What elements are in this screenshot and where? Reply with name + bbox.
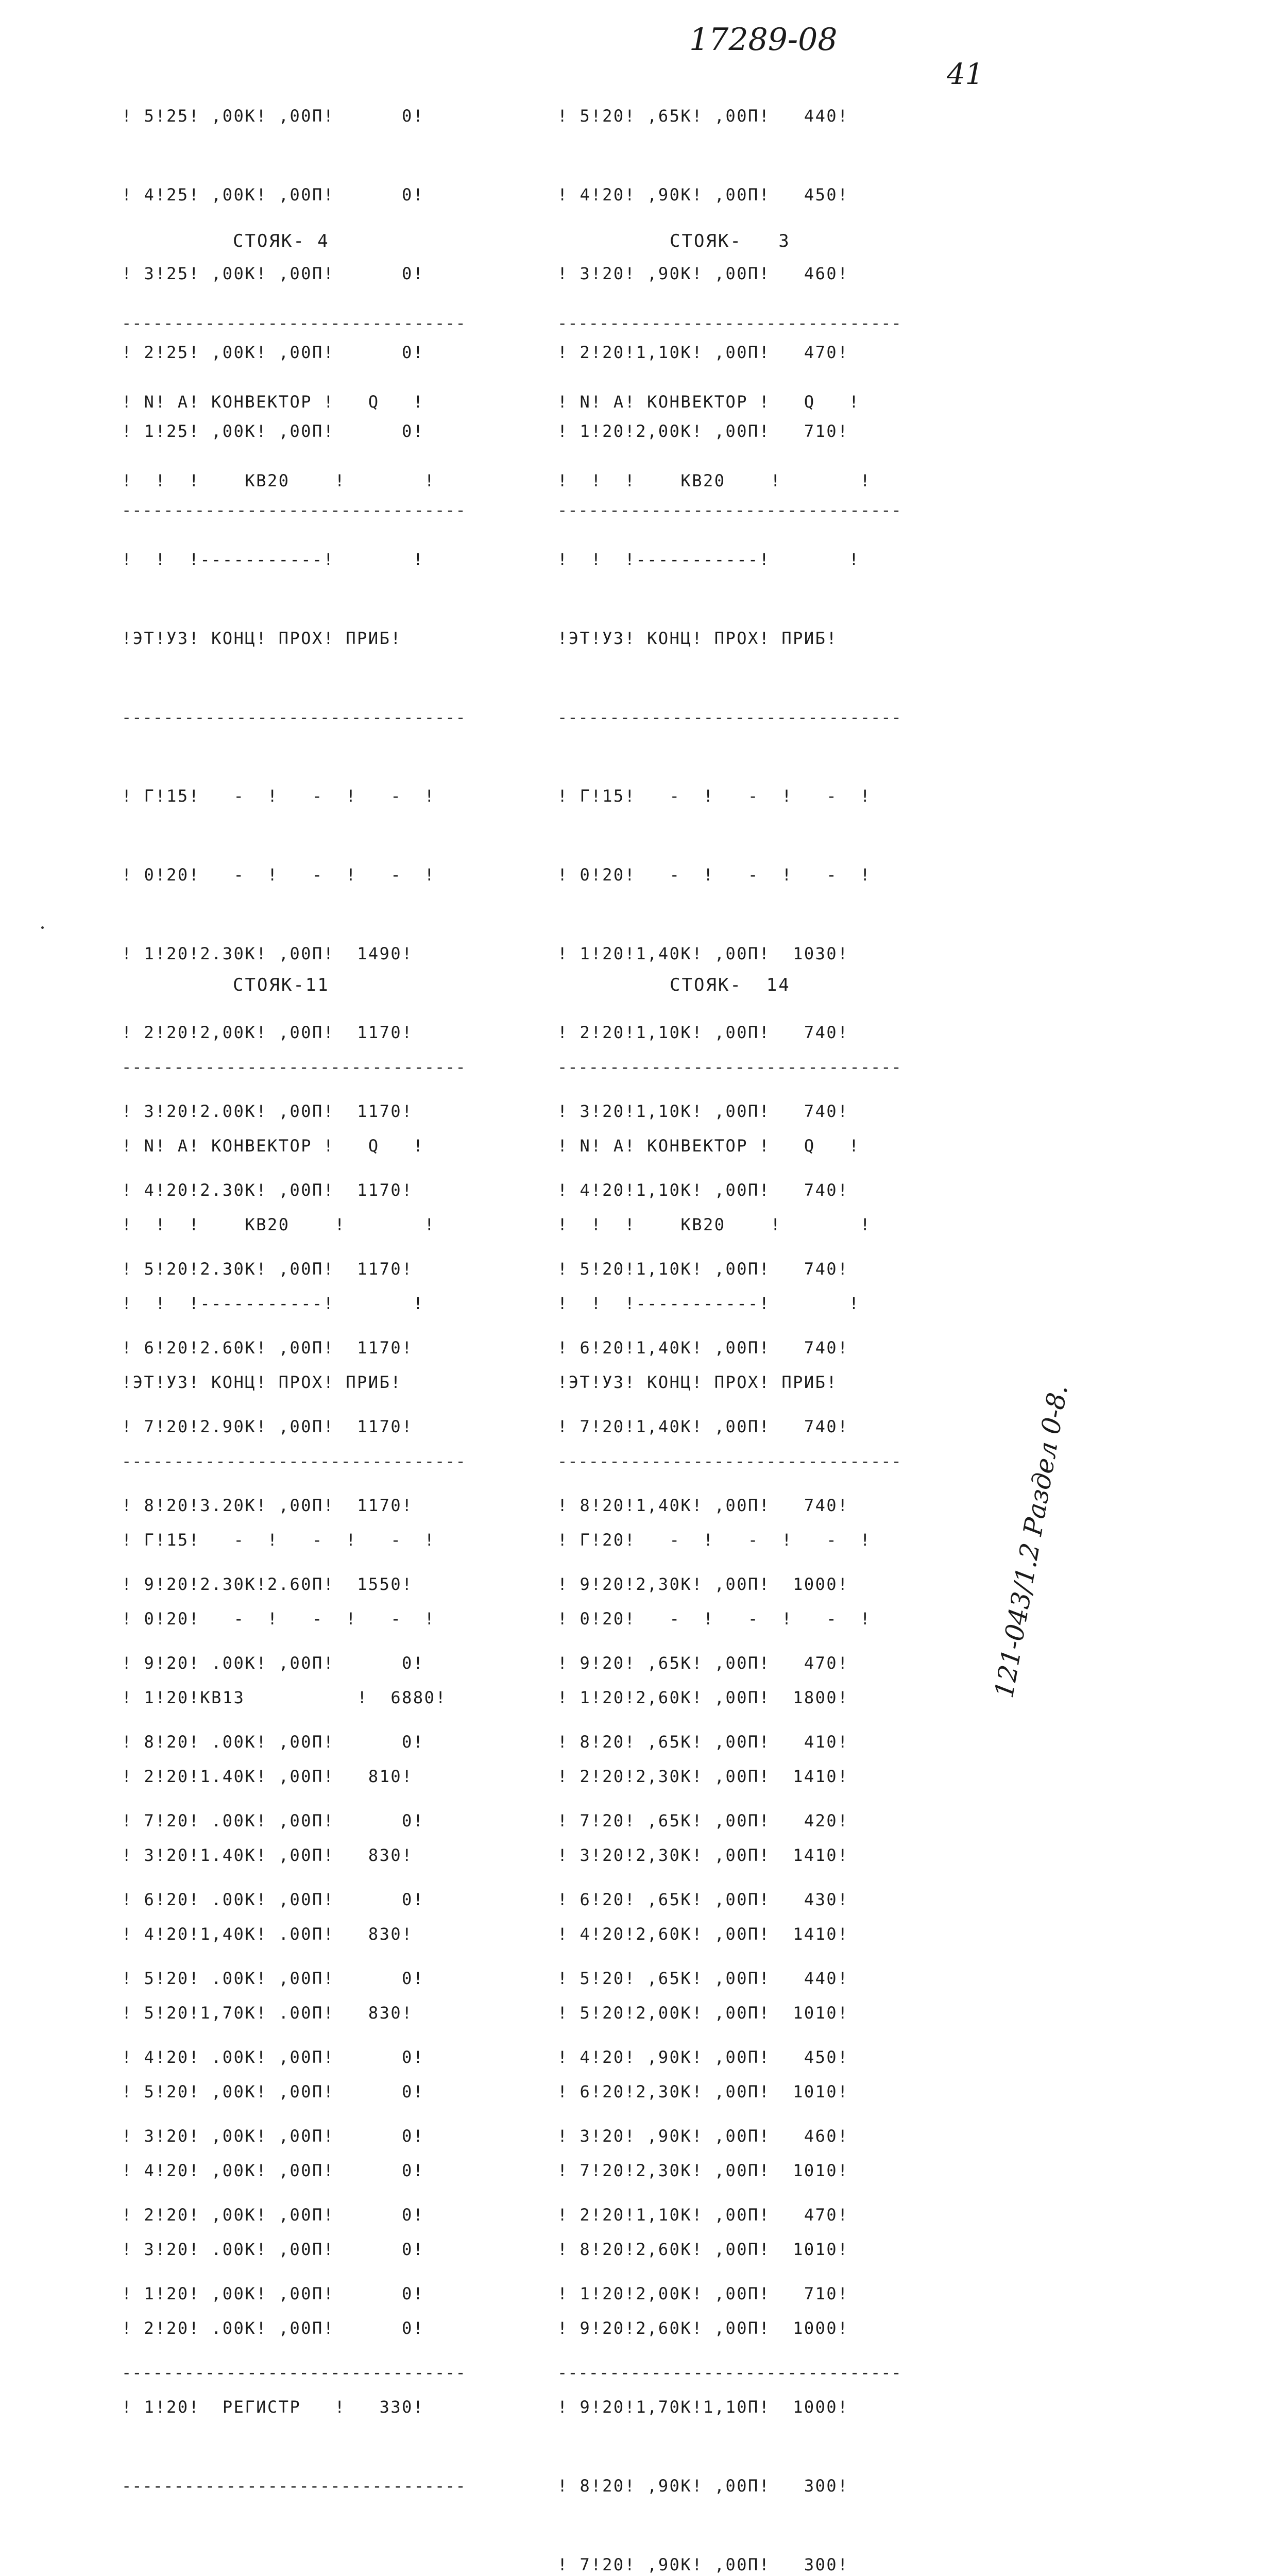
document-number: 17289-08 — [689, 22, 838, 58]
table-row: ! 1!20!2,00К! ,00П! 710! — [557, 421, 849, 441]
header-line: ! ! !-----------! ! — [557, 550, 860, 569]
table-row: ! 2!20!2,00К! ,00П! 1170! — [122, 1023, 413, 1042]
table-row: ! 0!20! - ! - ! - ! — [557, 865, 872, 885]
table-row: ! 0!20! - ! - ! - ! — [122, 1609, 436, 1629]
header-rule: --------------------------------- — [122, 707, 466, 727]
table-row: ! 7!20!2,30К! ,00П! 1010! — [557, 2161, 849, 2180]
header-line: ! ! !-----------! ! — [122, 550, 424, 569]
header-rule: --------------------------------- — [122, 313, 466, 333]
table-title-stoyak-4: СТОЯК- 4 — [233, 231, 330, 251]
table-row: ! 1!20! ,00К! ,00П! 0! — [122, 2284, 424, 2303]
table-row: ! 5!20!2.30К! ,00П! 1170! — [122, 1259, 413, 1279]
table-row: ! 6!20! .00К! ,00П! 0! — [122, 1890, 424, 1909]
header-rule: --------------------------------- — [557, 1451, 902, 1471]
table-row: ! 8!20! .00К! ,00П! 0! — [122, 1732, 424, 1752]
table-row: ! 3!20!1,10К! ,00П! 740! — [557, 1101, 849, 1121]
table-row: ! 7!20! .00К! ,00П! 0! — [122, 1811, 424, 1831]
header-line: ! N! А! КОНВЕКТОР ! Q ! — [122, 392, 424, 412]
table-row: ! 1!20! РЕГИСТР ! 330! — [122, 2397, 424, 2417]
bottom-rule: --------------------------------- — [122, 2476, 466, 2496]
side-note: 121-043/1.2 Раздел 0-8. — [989, 1382, 1074, 1701]
table-row: ! 8!20!3.20К! ,00П! 1170! — [122, 1496, 413, 1515]
table-row: ! 4!20!1,10К! ,00П! 740! — [557, 1180, 849, 1200]
table-row: ! 5!20!2,00К! ,00П! 1010! — [557, 2003, 849, 2023]
table-row: ! 4!20! ,90К! ,00П! 450! — [557, 185, 849, 205]
bottom-rule: --------------------------------- — [557, 2363, 902, 2382]
table-row: ! 2!20! ,00К! ,00П! 0! — [122, 2205, 424, 2225]
header-line: !ЭТ!УЗ! КОНЦ! ПРОХ! ПРИБ! — [122, 629, 402, 648]
table-stoyak-14 — [557, 1002, 902, 2576]
table-row: ! 1!20!КВ13 ! 6880! — [122, 1688, 447, 1707]
header-rule: --------------------------------- — [557, 707, 902, 727]
table-row: ! 1!20!2,60К! ,00П! 1800! — [557, 1688, 849, 1707]
bottom-rule: --------------------------------- — [557, 500, 902, 520]
table-row: ! 1!20!1,40К! ,00П! 1030! — [557, 944, 849, 963]
table-row: ! 8!20! ,65К! ,00П! 410! — [557, 1732, 849, 1752]
table-row: ! 5!20! ,00К! ,00П! 0! — [122, 2082, 424, 2102]
table-row: ! 5!20! ,65К! ,00П! 440! — [557, 1969, 849, 1988]
sheet-number: 41 — [947, 58, 984, 91]
table-row: ! 6!20! ,65К! ,00П! 430! — [557, 1890, 849, 1909]
table-row: ! 4!20!2,60К! ,00П! 1410! — [557, 1924, 849, 1944]
table-row: ! Г!15! - ! - ! - ! — [122, 1530, 436, 1550]
table-row: ! 7!20! ,90К! ,00П! 300! — [557, 2555, 849, 2574]
table-row: ! 0!20! - ! - ! - ! — [557, 1609, 872, 1629]
table-row: ! 3!20! ,00К! ,00П! 0! — [122, 2126, 424, 2146]
table-row: ! 4!25! ,00К! ,00П! 0! — [122, 185, 424, 205]
header-line: !ЭТ!УЗ! КОНЦ! ПРОХ! ПРИБ! — [122, 1372, 402, 1392]
header-line: ! ! !-----------! ! — [122, 1294, 424, 1313]
bottom-rule: --------------------------------- — [122, 2363, 466, 2382]
table-row: ! 5!20!1,70К! .00П! 830! — [122, 2003, 413, 2023]
table-row: ! 3!20!2.00К! ,00П! 1170! — [122, 1101, 413, 1121]
table-row: ! 0!20! - ! - ! - ! — [122, 865, 436, 885]
header-line: ! ! ! КВ20 ! ! — [557, 1215, 872, 1234]
table-row: ! 6!20!1,40К! ,00П! 740! — [557, 1338, 849, 1358]
table-row: ! 4!20! .00К! ,00П! 0! — [122, 2047, 424, 2067]
header-line: !ЭТ!УЗ! КОНЦ! ПРОХ! ПРИБ! — [557, 1372, 838, 1392]
table-row: ! 2!20!1,10К! ,00П! 470! — [557, 2205, 849, 2225]
header-line: !ЭТ!УЗ! КОНЦ! ПРОХ! ПРИБ! — [557, 629, 838, 648]
table-row: ! 1!25! ,00К! ,00П! 0! — [122, 421, 424, 441]
table-row: ! Г!15! - ! - ! - ! — [122, 786, 436, 806]
header-rule: --------------------------------- — [122, 1451, 466, 1471]
table-row: ! 9!20!2,30К! ,00П! 1000! — [557, 1574, 849, 1594]
header-line: ! ! ! КВ20 ! ! — [122, 1215, 436, 1234]
table-row: ! 3!20!2,30К! ,00П! 1410! — [557, 1845, 849, 1865]
table-row: ! 5!25! ,00К! ,00П! 0! — [122, 106, 424, 126]
table-row: ! 4!20!2.30К! ,00П! 1170! — [122, 1180, 413, 1200]
table-row: ! 5!20! ,65К! ,00П! 440! — [557, 106, 849, 126]
table-row: ! 3!20! .00К! ,00П! 0! — [122, 2240, 424, 2259]
bottom-rule: --------------------------------- — [122, 500, 466, 520]
table-row: ! 3!20! ,90К! ,00П! 460! — [557, 264, 849, 283]
table-row: ! 7!20! ,65К! ,00П! 420! — [557, 1811, 849, 1831]
table-row: ! Г!15! - ! - ! - ! — [557, 786, 872, 806]
header-line: ! ! !-----------! ! — [557, 1294, 860, 1313]
table-row: ! 9!20! .00К! ,00П! 0! — [122, 1653, 424, 1673]
table-row: ! 9!20!1,70К!1,10П! 1000! — [557, 2397, 849, 2417]
table-title-stoyak-3: СТОЯК- 3 — [670, 231, 791, 251]
table-row: ! 1!20!2.30К! ,00П! 1490! — [122, 944, 413, 963]
table-row: ! 2!20!1,10К! ,00П! 470! — [557, 343, 849, 362]
table-row: ! 3!25! ,00К! ,00П! 0! — [122, 264, 424, 283]
table-row: ! 2!20!1.40К! ,00П! 810! — [122, 1767, 413, 1786]
table-row: ! 2!20! .00К! ,00П! 0! — [122, 2318, 424, 2338]
table-row: ! 7!20!1,40К! ,00П! 740! — [557, 1417, 849, 1436]
table-row: ! 9!20! ,65К! ,00П! 470! — [557, 1653, 849, 1673]
table-row: ! 4!20! ,90К! ,00П! 450! — [557, 2047, 849, 2067]
table-row: ! 3!20! ,90К! ,00П! 460! — [557, 2126, 849, 2146]
table-row: ! 2!25! ,00К! ,00П! 0! — [122, 343, 424, 362]
header-rule: --------------------------------- — [557, 313, 902, 333]
table-row: ! 2!20!1,10К! ,00П! 740! — [557, 1023, 849, 1042]
table-stoyak-11 — [122, 1002, 466, 2526]
header-line: ! N! А! КОНВЕКТОР ! Q ! — [557, 1136, 860, 1156]
header-line: ! N! А! КОНВЕКТОР ! Q ! — [122, 1136, 424, 1156]
table-title-stoyak-11: СТОЯК-11 — [233, 975, 330, 995]
header-rule: --------------------------------- — [557, 1057, 902, 1077]
table-row: ! 5!20!1,10К! ,00П! 740! — [557, 1259, 849, 1279]
table-row: ! 2!20!2,30К! ,00П! 1410! — [557, 1767, 849, 1786]
table-row: ! 4!20! ,00К! ,00П! 0! — [122, 2161, 424, 2180]
table-row: ! 8!20! ,90К! ,00П! 300! — [557, 2476, 849, 2496]
table-title-stoyak-14: СТОЯК- 14 — [670, 975, 791, 995]
table-row: ! 1!20!2,00К! ,00П! 710! — [557, 2284, 849, 2303]
table-row: ! 6!20!2,30К! ,00П! 1010! — [557, 2082, 849, 2102]
table-row: ! 8!20!1,40К! ,00П! 740! — [557, 1496, 849, 1515]
table-row: ! 9!20!2.30К!2.60П! 1550! — [122, 1574, 413, 1594]
header-line: ! ! ! КВ20 ! ! — [557, 471, 872, 490]
table-row: ! 7!20!2.90К! ,00П! 1170! — [122, 1417, 413, 1436]
table-row: ! 3!20!1.40К! ,00П! 830! — [122, 1845, 413, 1865]
stray-mark — [41, 926, 44, 929]
table-row: ! Г!20! - ! - ! - ! — [557, 1530, 872, 1550]
table-row: ! 6!20!2.60К! ,00П! 1170! — [122, 1338, 413, 1358]
table-row: ! 5!20! .00К! ,00П! 0! — [122, 1969, 424, 1988]
table-row: ! 9!20!2,60К! ,00П! 1000! — [557, 2318, 849, 2338]
header-rule: --------------------------------- — [122, 1057, 466, 1077]
table-row: ! 4!20!1,40К! .00П! 830! — [122, 1924, 413, 1944]
table-row: ! 8!20!2,60К! ,00П! 1010! — [557, 2240, 849, 2259]
header-line: ! ! ! КВ20 ! ! — [122, 471, 436, 490]
header-line: ! N! А! КОНВЕКТОР ! Q ! — [557, 392, 860, 412]
